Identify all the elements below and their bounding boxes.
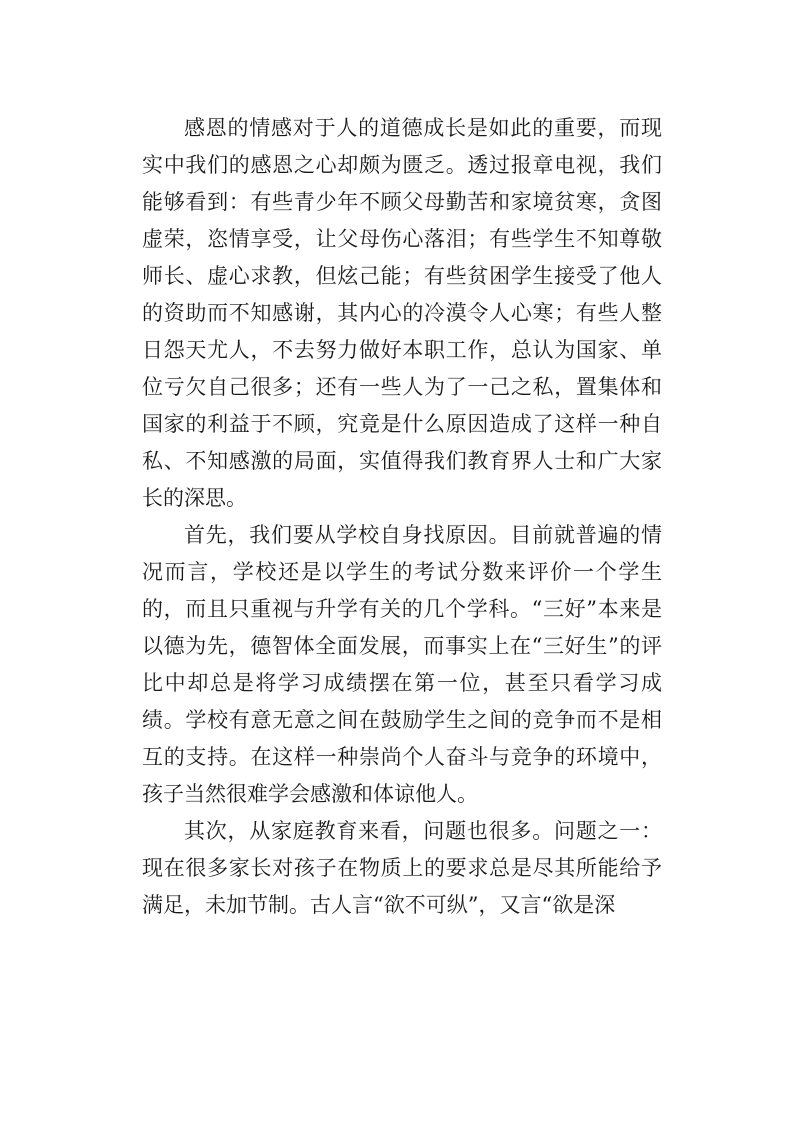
paragraph-3: 其次，从家庭教育来看，问题也很多。问题之一：现在很多家长对孩子在物质上的要求总是尽其所能给予满足，未加节制。古人言“欲不可纵”，又言“欲是深 <box>142 819 662 917</box>
paragraph-2: 首先，我们要从学校自身找原因。目前就普遍的情况而言，学校还是以学生的考试分数来评价一个学生的，而且只重视与升学有关的几个学科。“三好”本来是以德为先，德智体全面发展，而事实上在“三好生”的评比中却总是将学习成绩摆在第一位，甚至只看学习成绩。学校有意无意之间在鼓励学生之间的竞争而不是相互的支持。在这样一种崇尚个人奋斗与竞争的环境中，孩子当然很难学会感激和体谅他人。 <box>142 523 662 806</box>
document-body <box>142 110 662 924</box>
paragraph-1: 感恩的情感对于人的道德成长是如此的重要，而现实中我们的感恩之心却颇为匮乏。透过报章电视，我们能够看到：有些青少年不顾父母勤苦和家境贫寒，贪图虚荣，恣情享受，让父母伤心落泪；有些学生不知尊敬师长、虚心求教，但炫己能；有些贫困学生接受了他人的资助而不知感谢，其内心的冷漠令人心寒；有些人整日怨天尤人，不去努力做好本职工作，总认为国家、单位亏欠自己很多；还有一些人为了一己之私，置集体和国家的利益于不顾，究竟是什么原因造成了这样一种自私、不知感激的局面，实值得我们教育界人士和广大家长的深思。 <box>142 116 662 510</box>
